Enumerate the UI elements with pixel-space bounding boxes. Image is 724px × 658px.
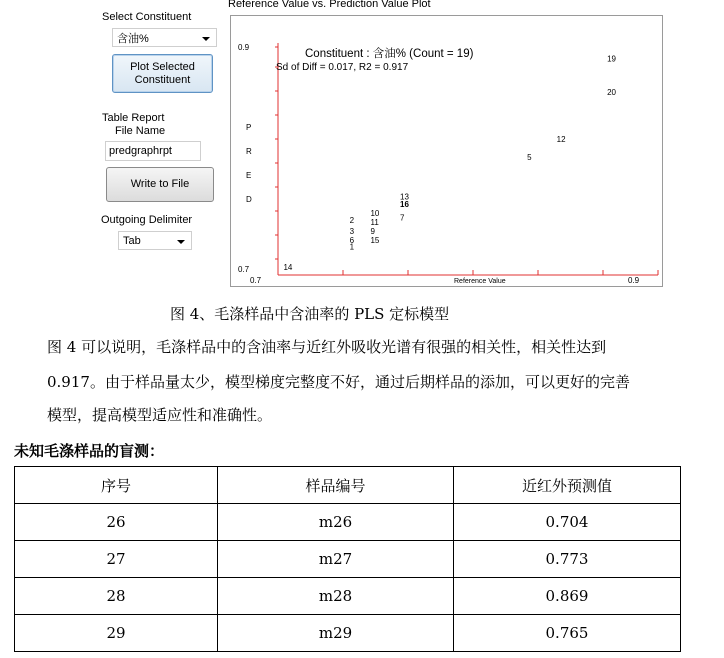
data-point-label: 12: [556, 135, 566, 145]
write-to-file-button[interactable]: Write to File: [106, 167, 214, 202]
select-constituent-label: Select Constituent: [102, 11, 192, 23]
table-cell: 29: [15, 615, 218, 652]
data-point-label: 1: [349, 242, 355, 252]
table-cell: m28: [218, 578, 454, 615]
table-cell: 0.773: [454, 541, 681, 578]
section-heading: 未知毛涤样品的盲测：: [14, 442, 165, 460]
data-point-label: 13: [400, 192, 409, 202]
table-report-label: Table Report: [102, 112, 165, 124]
chart-title: Reference Value vs. Prediction Value Plot: [228, 0, 431, 10]
file-name-label: File Name: [115, 125, 166, 137]
data-point-label: 7: [400, 213, 405, 223]
table-header-row: [15, 467, 681, 504]
paragraph-line-3: 模型，提高模型适应性和准确性。: [47, 406, 273, 424]
chevron-down-icon: [202, 37, 210, 41]
paragraph-line-1: 图 4 可以说明，毛涤样品中的含油率与近红外吸收光谱有很强的相关性，相关性达到: [47, 338, 607, 356]
delimiter-select[interactable]: [118, 231, 192, 250]
table-cell: m26: [218, 504, 454, 541]
table-row: [15, 615, 681, 652]
scatter-plot: [230, 15, 664, 288]
data-point-label: 16: [400, 200, 409, 210]
y-tick-label: 0.9: [238, 43, 250, 52]
data-point-label: 6: [349, 236, 355, 245]
delimiter-select-value: Tab: [123, 234, 141, 247]
table-row: [15, 541, 681, 578]
file-name-value: predgraphrpt: [109, 145, 172, 157]
x-tick-label: 0.9: [628, 276, 640, 285]
data-point-label: 3: [349, 227, 355, 237]
plot-selected-constituent-button[interactable]: [112, 54, 213, 93]
constituent-select-value: 含油%: [117, 32, 149, 45]
column-header: 样品编号: [218, 467, 454, 504]
data-point-label: 10: [370, 209, 380, 219]
plot-button-line1: Plot Selected: [130, 60, 195, 73]
blind-test-table: [14, 466, 681, 652]
table-cell: 0.704: [454, 504, 681, 541]
chart-annotation-count: Constituent : 含油% (Count = 19): [305, 48, 474, 60]
constituent-select[interactable]: [112, 28, 217, 47]
plot-button-line2: Constituent: [134, 73, 191, 86]
table-cell: 26: [15, 504, 218, 541]
y-axis-label-letter: P: [246, 123, 252, 132]
table-row: [15, 578, 681, 615]
table-row: [15, 504, 681, 541]
data-point-label: 5: [527, 153, 532, 163]
outgoing-delimiter-label: Outgoing Delimiter: [101, 214, 193, 226]
figure-caption: 图 4、毛涤样品中含油率的 PLS 定标模型: [170, 305, 450, 323]
data-point-label: 11: [370, 218, 379, 228]
column-header: 近红外预测值: [454, 467, 681, 504]
y-axis-label-letter: E: [246, 171, 252, 180]
y-axis-label-letter: D: [246, 195, 252, 204]
data-point-label: 14: [283, 262, 293, 272]
paragraph-line-2: 0.917。由于样品量太少，模型梯度完整度不好，通过后期样品的添加，可以更好的完善: [47, 373, 630, 391]
data-point-label: 2: [349, 215, 355, 225]
table-cell: m29: [218, 615, 454, 652]
data-point-label: 20: [607, 88, 617, 98]
data-point-label: 9: [370, 227, 375, 237]
column-header: 序号: [15, 467, 218, 504]
table-cell: 27: [15, 541, 218, 578]
y-tick-label: 0.7: [238, 265, 250, 274]
data-point-label: 19: [607, 54, 617, 64]
table-cell: 0.869: [454, 578, 681, 615]
table-cell: 28: [15, 578, 218, 615]
y-axis-label-letter: R: [246, 147, 252, 156]
table-cell: 0.765: [454, 615, 681, 652]
table-cell: m27: [218, 541, 454, 578]
file-name-input[interactable]: [105, 141, 201, 161]
chevron-down-icon: [177, 240, 185, 244]
data-point-label: 15: [370, 236, 380, 245]
x-axis-label: Reference Value: [454, 278, 506, 285]
x-tick-label: 0.7: [250, 276, 262, 285]
chart-annotation-stats: Sd of Diff = 0.017, R2 = 0.917: [276, 62, 409, 73]
